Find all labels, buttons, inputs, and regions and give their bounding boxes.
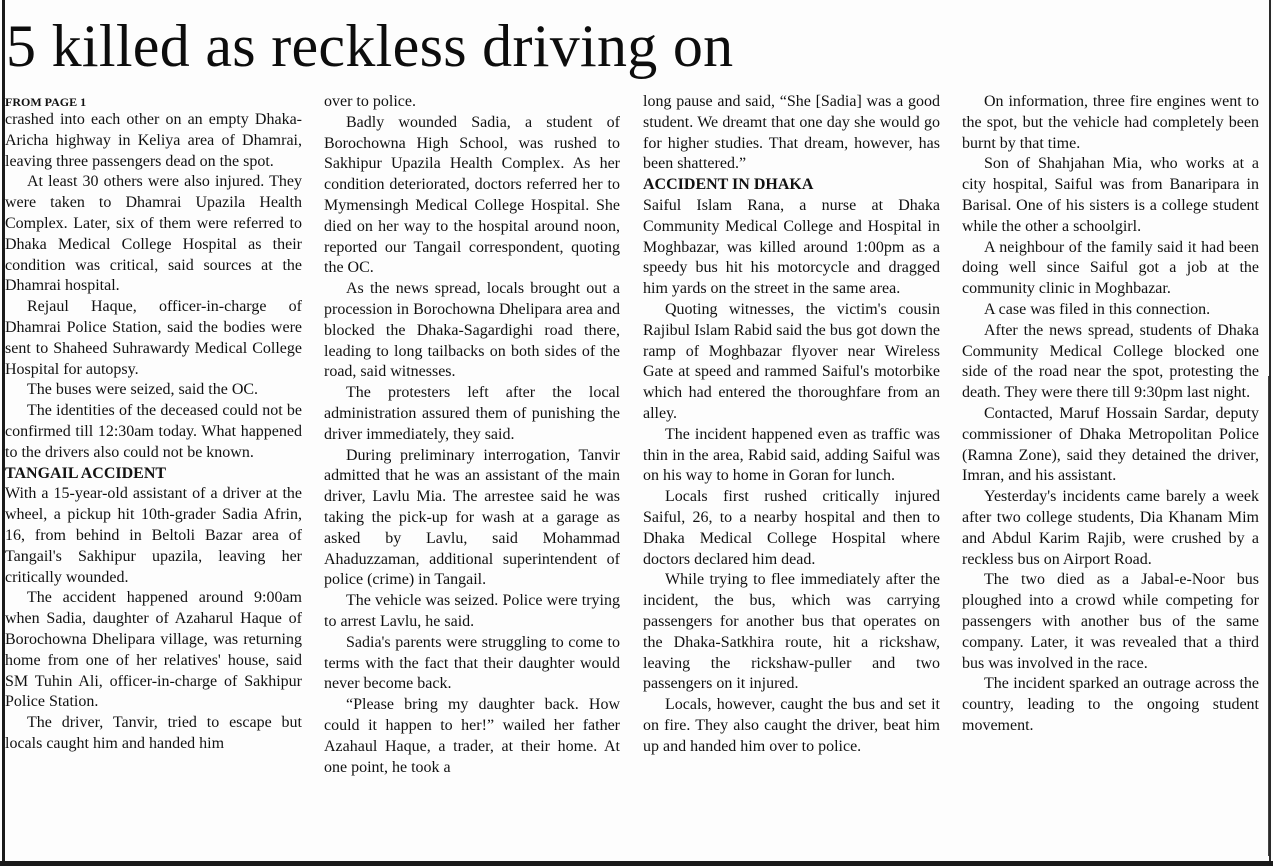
article-paragraph: On information, three fire engines went to the spot, but the vehicle had completely been burnt by that time. (962, 93, 1259, 152)
article-column-1 (5, 92, 302, 862)
column-edge-mark (1268, 376, 1269, 856)
article-paragraph: “Please bring my daughter back. How could it happen to her!” wailed her father Azahaul Haque, a trader, at their home. At one point, he took a (324, 696, 620, 776)
article-paragraph: The driver, Tanvir, tried to escape but locals caught him and handed him (5, 714, 302, 752)
article-paragraph: The two died as a Jabal-e-Noor bus ploughed into a crowd while competing for passengers with another bus of the same company. Later, it was revealed that a third bus was involved in the race. (962, 571, 1259, 672)
article-column-3 (643, 92, 940, 862)
article-paragraph: Saiful Islam Rana, a nurse at Dhaka Community Medical College and Hospital in Moghbazar, was killed around 1:00pm as a speedy bus hit his motorcycle and dragged him yards on the street in the same area. (643, 196, 940, 298)
headline: 5 killed as reckless driving on (6, 13, 734, 79)
article-paragraph: At least 30 others were also injured. They were taken to Dhamrai Upazila Health Complex. Later, six of them were referred to Dhaka Medical College Hospital as their condition was critical, said sources at the Dhamrai hospital. (5, 173, 302, 295)
article-column-4 (962, 92, 1259, 862)
article-paragraph: Rejaul Haque, officer-in-charge of Dhamrai Police Station, said the bodies were sent to Shaheed Suhrawardy Medical College Hospital for autopsy. (5, 298, 302, 378)
article-paragraph: With a 15-year-old assistant of a driver at the wheel, a pickup hit 10th-grader Sadia Afrin, 16, from behind in Beltoli Bazar area of Tangail's Sakhipur upazila, leaving her critically wounded. (5, 485, 302, 586)
right-border-rule (1269, 0, 1271, 866)
article-paragraph: The incident sparked an outrage across the country, leading to the ongoing student movement. (962, 675, 1259, 734)
article-paragraph: A case was filed in this connection. (984, 300, 1211, 318)
article-paragraph: The accident happened around 9:00am when Sadia, daughter of Azaharul Haque of Borochowna Dhelipara village, was returning home from one of her relatives' house, said SM Tuhin Ali, officer-in-charge of Sakhipur Police Station. (5, 589, 302, 711)
article-paragraph: After the news spread, students of Dhaka Community Medical College blocked one side of the road near the spot, protesting the death. They were there till 9:30pm last night. (962, 321, 1259, 402)
article-paragraph: Son of Shahjahan Mia, who works at a city hospital, Saiful was from Banaripara in Barisal. One of his sisters is a college student while the other a schoolgirl. (962, 155, 1259, 235)
article-paragraph: As the news spread, locals brought out a procession in Borochowna Dhelipara area and blocked the Dhaka-Sagardighi road there, leading to long tailbacks on both sides of the road, said witnesses. (324, 280, 620, 381)
section-subhead: ACCIDENT IN DHAKA (643, 176, 814, 194)
article-paragraph: A neighbour of the family said it had been doing well since Saiful got a job at the community clinic in Moghbazar. (962, 238, 1259, 298)
continuation-kicker: FROM PAGE 1 (5, 95, 87, 109)
article-paragraph: The incident happened even as traffic was thin in the area, Rabid said, adding Saiful was on his way to home in Goran for lunch. (643, 425, 940, 485)
article-column-2 (324, 92, 620, 862)
article-paragraph: Sadia's parents were struggling to come to terms with the fact that their daughter would never become back. (324, 633, 620, 693)
article-paragraph: crashed into each other on an empty Dhaka-Aricha highway in Keliya area of Dhamrai, leaving three passengers dead on the spot. (5, 111, 302, 170)
article-paragraph: Contacted, Maruf Hossain Sardar, deputy commissioner of Dhaka Metropolitan Police (Ramna Zone), said they detained the driver, Imran, and his assistant. (962, 404, 1259, 485)
article-paragraph: The identities of the deceased could not be confirmed till 12:30am today. What happened to the drivers also could not be known. (5, 402, 302, 461)
article-paragraph: During preliminary interrogation, Tanvir admitted that he was an assistant of the main driver, Lavlu Mia. The arrestee said he was taking the pick-up for wash at a garage as asked by Lavlu, said Mohammad Ahaduzzaman, additional superintendent of police (crime) in Tangail. (324, 446, 620, 589)
article-paragraph: Yesterday's incidents came barely a week after two college students, Dia Khanam Mim and Abdul Karim Rajib, were crushed by a reckless bus on Airport Road. (962, 488, 1259, 568)
article-paragraph: Locals, however, caught the bus and set it on fire. They also caught the driver, beat him up and handed him over to police. (643, 696, 940, 755)
article-paragraph: over to police. (324, 93, 416, 110)
section-subhead: TANGAIL ACCIDENT (5, 464, 167, 482)
article-paragraph: Badly wounded Sadia, a student of Borochowna High School, was rushed to Sakhipur Upazila Health Complex. As her condition deteriorated, doctors referred her to Mymensingh Medical College Hospital. She died on her way to the hospital around noon, reported our Tangail correspondent, quoting the OC. (324, 113, 620, 277)
article-paragraph: The vehicle was seized. Police were trying to arrest Lavlu, he said. (324, 592, 620, 630)
article-paragraph: Quoting witnesses, the victim's cousin Rajibul Islam Rabid said the bus got down the ramp of Moghbazar flyover near Wireless Gate at speed and rammed Saiful's motorbike which had entered the thoroughfare from an alley. (643, 300, 940, 422)
article-paragraph: The protesters left after the local administration assured them of punishing the driver immediately, they said. (324, 384, 620, 443)
article-paragraph: While trying to flee immediately after the incident, the bus, which was carrying passengers for another bus that operates on the Dhaka-Satkhira route, hit a rickshaw, leaving the rickshaw-puller and two passengers on it injured. (643, 571, 940, 693)
article-paragraph: The buses were seized, said the OC. (27, 381, 259, 399)
article-paragraph: long pause and said, “She [Sadia] was a good student. We dreamt that one day she would go for higher studies. That dream, however, has been shattered.” (643, 93, 940, 173)
article-paragraph: Locals first rushed critically injured Saiful, 26, to a nearby hospital and then to Dhaka Medical College Hospital where doctors declared him dead. (643, 488, 940, 568)
